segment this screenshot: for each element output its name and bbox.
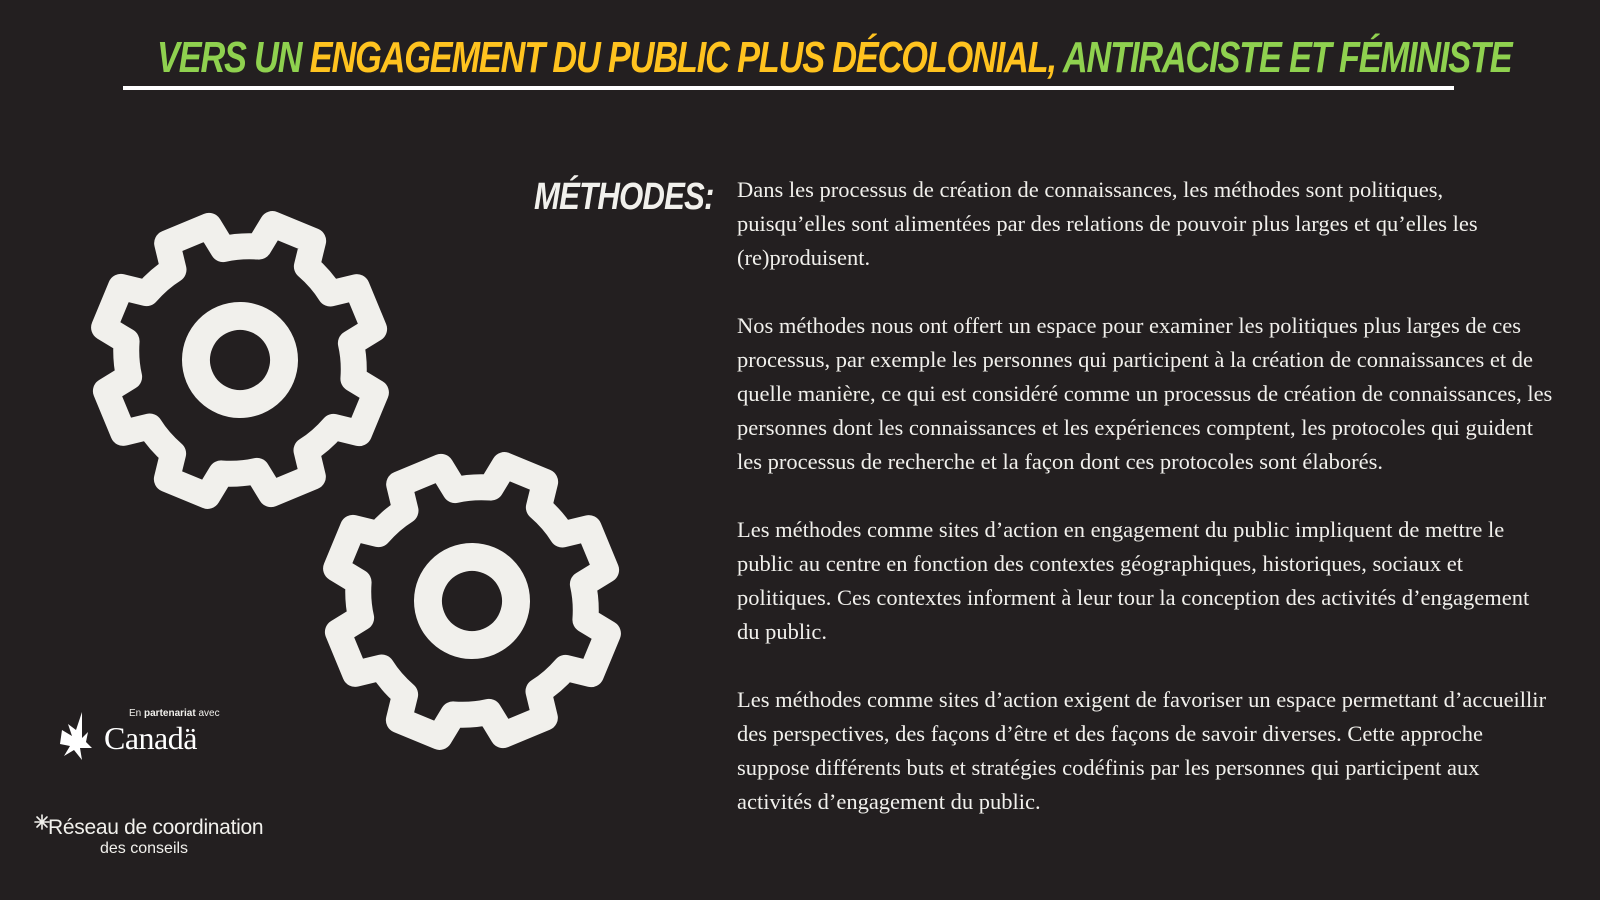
paragraph: Les méthodes comme sites d’action exigent de favoriser un espace permettant d’accueillir des perspectives, des façons d’être et des façons de savoir diverses. Cette approche suppose différents buts et stratégies codéfinis par les personnes qui participent aux activités d’engagement du public. — [737, 687, 1547, 814]
network-name-line2: des conseils — [100, 840, 189, 857]
page-title — [157, 32, 1512, 84]
gear-bottom-icon — [292, 421, 653, 782]
canada-wordmark: Canadä — [104, 720, 197, 756]
paragraph: Nos méthodes nous ont offert un espace pour examiner les politiques plus larges de ces processus, par exemple les personnes qui participent à la création de connaissances et de quelle manière, ce qui est considéré comme un processus de création de connaissances, les personnes dont les connaissances et les expériences comptent, les protocoles qui guident les processus de recherche et la façon dont ces protocoles sont élaborés. — [737, 313, 1553, 474]
gears-icon — [70, 195, 660, 785]
body-text — [737, 173, 1557, 819]
title-part-1: VERS UN — [157, 33, 310, 82]
title-part-2: ENGAGEMENT DU PUBLIC PLUS DÉCOLONIAL, — [309, 33, 1056, 82]
section-label: MÉTHODES: — [534, 176, 714, 218]
title-underline — [123, 86, 1454, 90]
network-name-line1: Réseau de coordination — [48, 816, 264, 839]
canada-partner-text: En partenariat avec — [129, 708, 220, 719]
paragraph: Dans les processus de création de connaissances, les méthodes sont politiques, puisqu’elles sont alimentées par des relations de pouvoir plus larges et qu’elles les (re)produisent. — [737, 177, 1478, 270]
network-logo — [34, 812, 294, 864]
gear-top-icon — [70, 195, 420, 540]
maple-leaf-icon — [58, 708, 94, 764]
canada-logo — [58, 708, 238, 768]
paragraph: Les méthodes comme sites d’action en engagement du public impliquent de mettre le public au centre en fonction des contextes géographiques, historiques, sociaux et politiques. Ces contextes informent à leur tour la conception des activités d’engagement du public. — [737, 517, 1530, 644]
title-part-3: ANTIRACISTE ET FÉMINISTE — [1055, 33, 1512, 82]
